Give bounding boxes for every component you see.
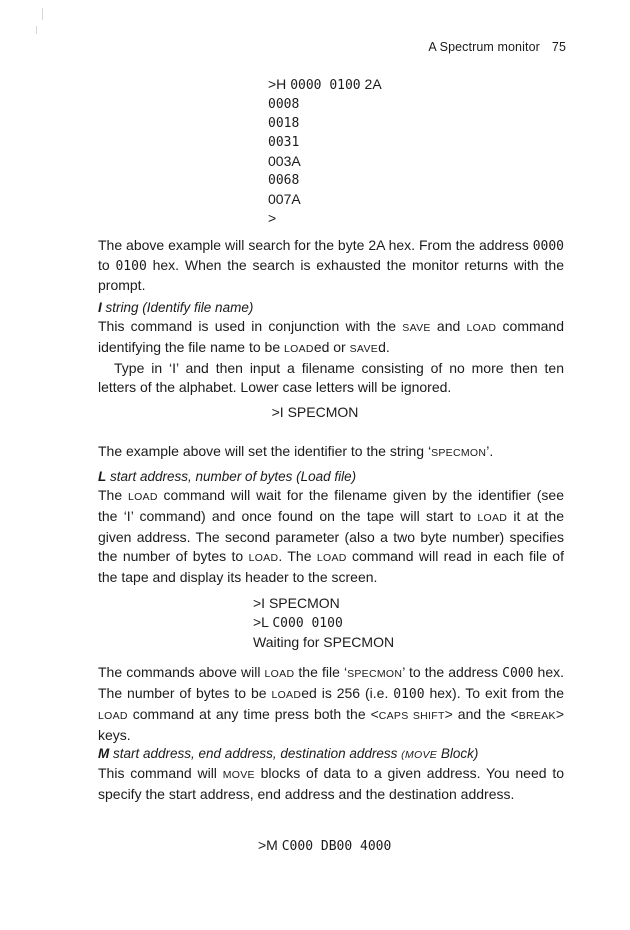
identify-heading: I string (Identify file name) [98,300,254,315]
identify-paragraph: This command is used in conjunction with the SAVE and LOAD command identifying the file name to be LOADed or SAVEd. [98,318,565,355]
load-section [98,468,564,587]
search-result-line: 0068 [268,173,300,188]
scan-margin-mark [42,8,43,20]
load-explanation: The commands above will LOAD the file ‘SPECMON’ to the address C000 hex. The number of bytes to be LOADed is 256 (i.e. 0100 hex). To exit from the LOAD command at any time press both the <CAPS SHIFT> and the <BREAK> keys. [98,664,565,743]
scan-margin-mark [36,26,37,34]
identify-paragraph: Type in ‘I’ and then input a filename consisting of no more then ten letters of the alphabet. Lower case letters will be ignored. [98,360,564,395]
load-paragraph: The LOAD command will wait for the filename given by the identifier (see the ‘I’ command) and once found on the tape will start to LOAD it at the given address. The second parameter (also a two byte number) specifies the number of bytes to LOAD. The LOAD command will read in each file of the tape and display its header to the screen. [98,487,564,585]
load-heading: L start address, number of bytes (Load file) [98,469,357,484]
move-section [98,745,564,804]
page-number: 75 [551,40,566,54]
monitor-prompt: > [268,210,277,226]
search-command-line: >H 0000 0100 2A [268,76,382,93]
running-header [428,40,566,54]
search-result-line: 0008 [268,97,300,112]
identify-section [98,299,564,397]
move-example: >M C000 DB00 4000 [258,837,392,854]
identify-explanation: The example above will set the identifier to the string ‘SPECMON’. [98,443,494,459]
move-heading: M start address, end address, destination address (MOVE Block) [98,746,479,761]
search-result-line: 0031 [268,135,300,150]
search-result-line: 007A [268,191,301,207]
search-description: The above example will search for the byte 2A hex. From the address 0000 to 0100 hex. When the search is exhausted the monitor returns with the prompt. [98,237,564,293]
search-example-listing [268,75,382,228]
running-header-title: A Spectrum monitor [428,40,540,54]
search-result-line: 003A [268,153,301,169]
move-paragraph: This command will MOVE blocks of data to a given address. You need to specify the start address, end address and the destination address. [98,765,564,802]
identify-example: >I SPECMON [271,404,359,420]
search-result-line: 0018 [268,116,300,131]
load-example-listing: >I SPECMON >L C000 0100 Waiting for SPECMON [253,595,395,650]
